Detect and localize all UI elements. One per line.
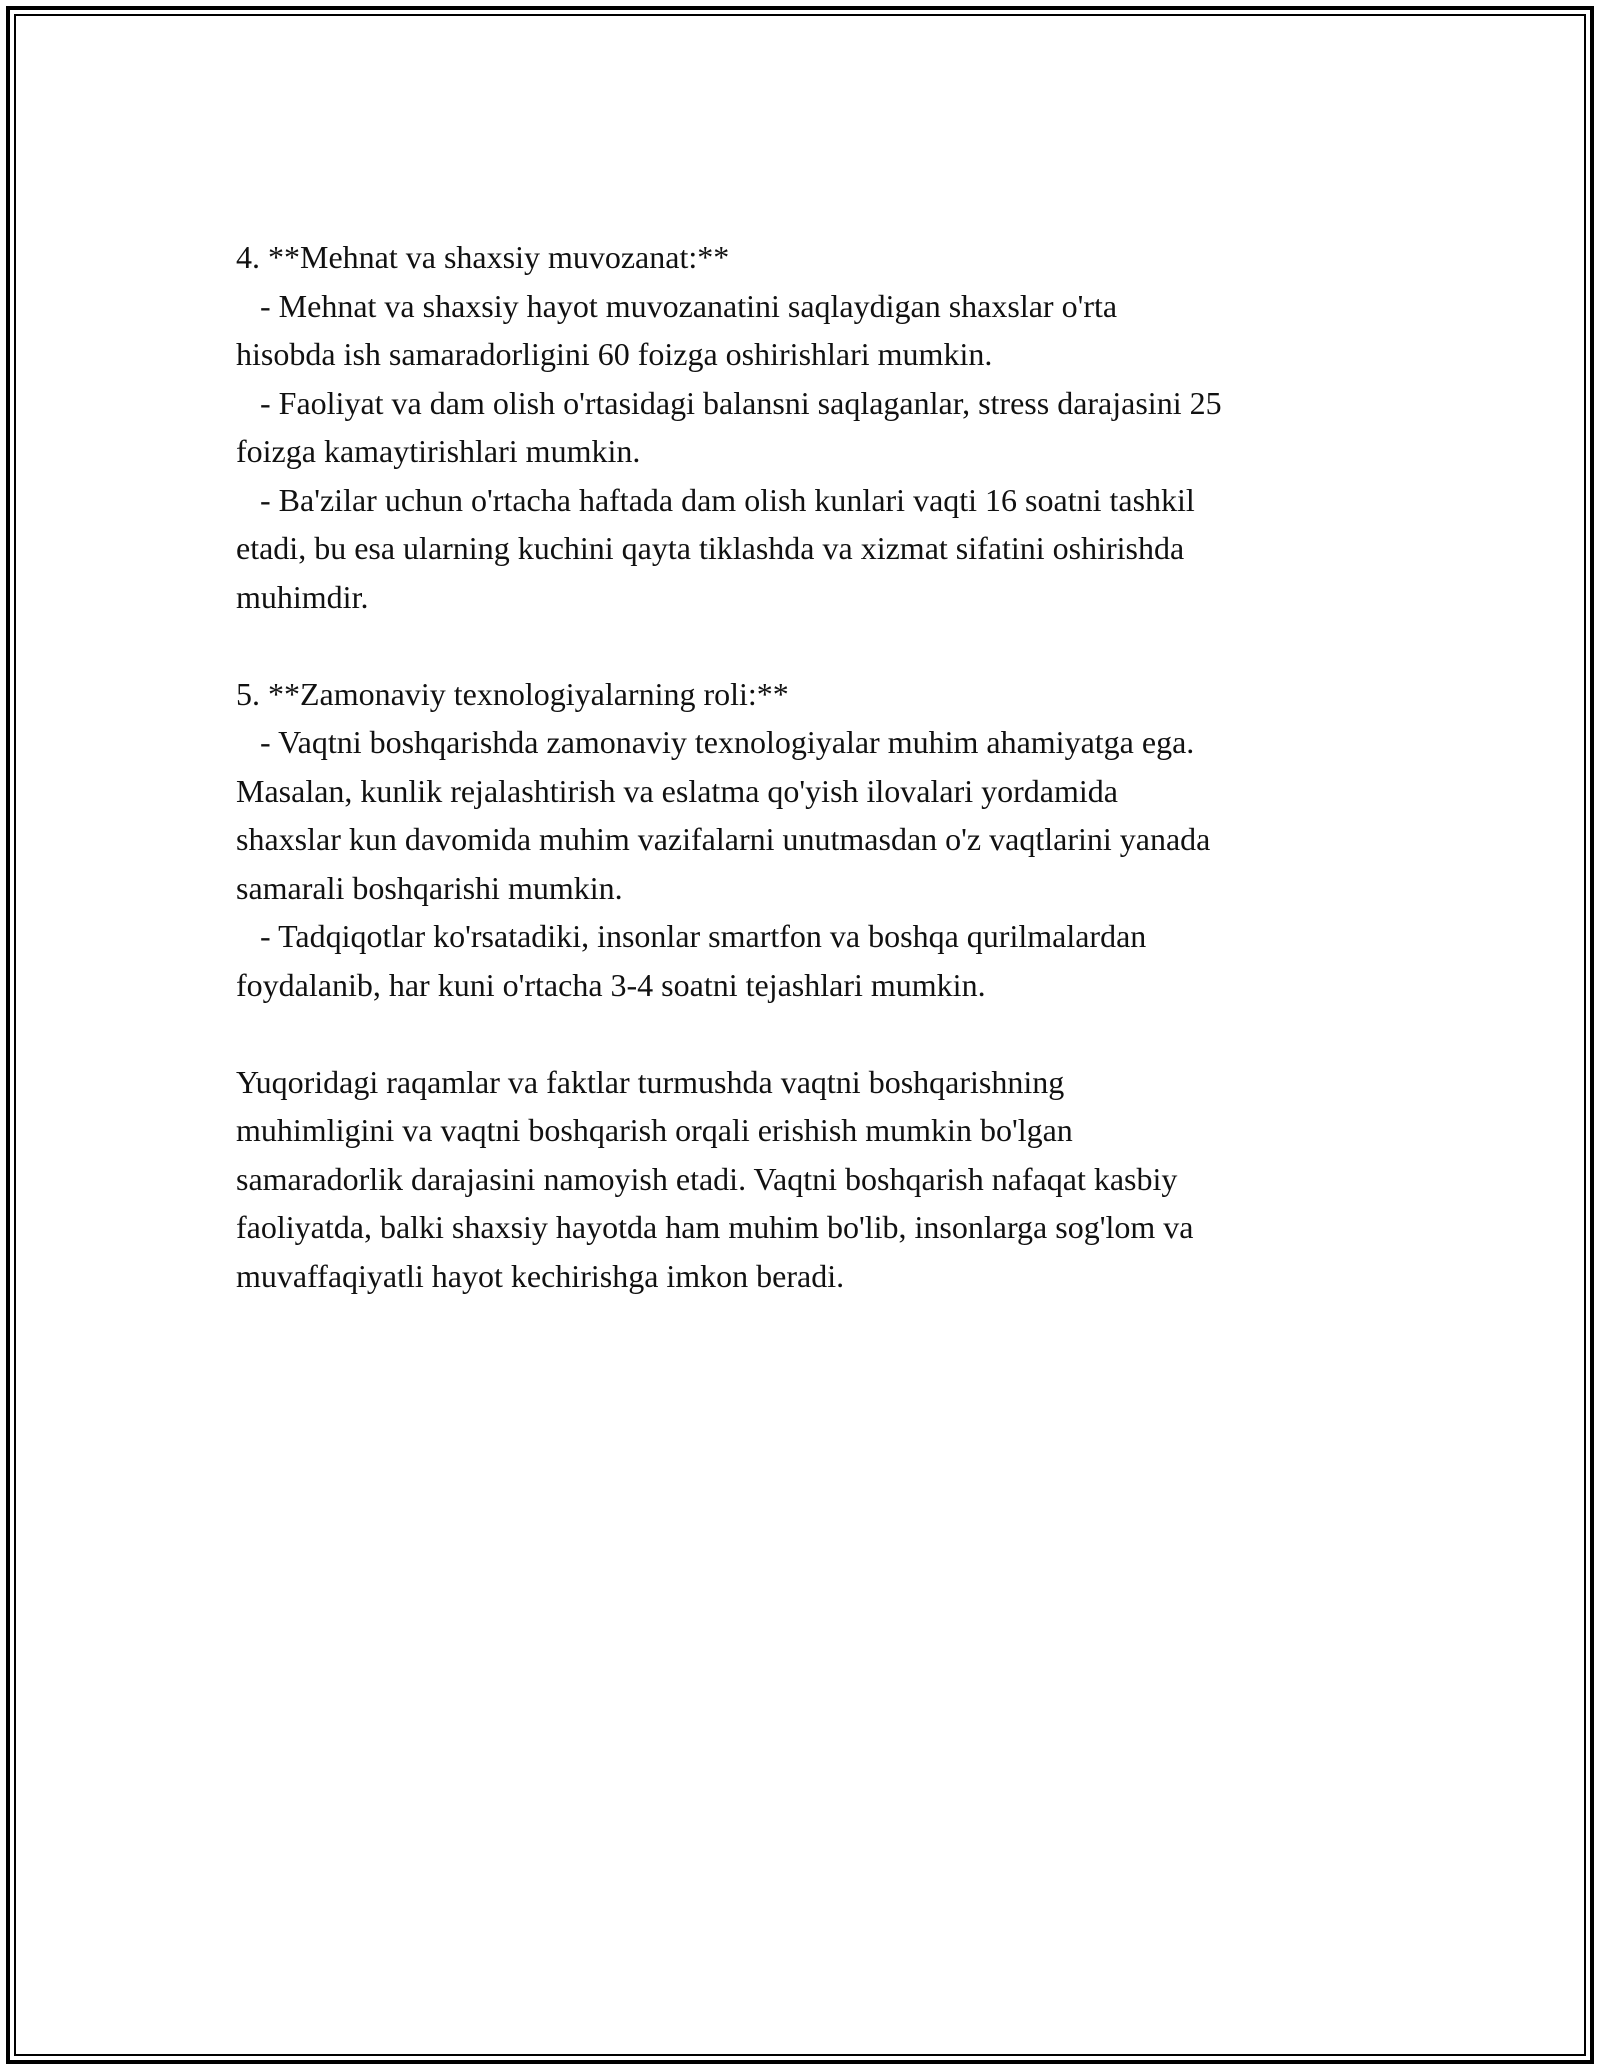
conclusion-paragraph bbox=[236, 1058, 1416, 1301]
paragraph-line: Yuqoridagi raqamlar va faktlar turmushda vaqtni boshqarishning bbox=[236, 1063, 1065, 1100]
section-heading: 5. **Zamonaviy texnologiyalarning roli:** bbox=[236, 675, 789, 712]
paragraph-line: muhimligini va vaqtni boshqarish orqali erishish mumkin bo'lgan bbox=[236, 1112, 1073, 1148]
paragraph-line: faoliyatda, balki shaxsiy hayotda ham muhim bo'lib, insonlarga sog'lom va bbox=[236, 1209, 1194, 1245]
paragraph-line: etadi, bu esa ularning kuchini qayta tiklashda va xizmat sifatini oshirishda bbox=[236, 530, 1185, 566]
paragraph-spacer bbox=[236, 621, 1416, 670]
paragraph-line: Masalan, kunlik rejalashtirish va eslatma qo'yish ilovalari yordamida bbox=[236, 772, 1118, 809]
paragraph-line: foizga kamaytirishlari mumkin. bbox=[236, 433, 641, 469]
section-heading: 4. **Mehnat va shaxsiy muvozanat:** bbox=[236, 239, 730, 275]
paragraph-line: samaradorlik darajasini namoyish etadi. Vaqtni boshqarish nafaqat kasbiy bbox=[236, 1160, 1178, 1197]
paragraph-line: samarali boshqarishi mumkin. bbox=[236, 869, 623, 906]
paragraph-line: muhimdir. bbox=[236, 578, 369, 615]
paragraph-line: muvaffaqiyatli hayot kechirishga imkon beradi. bbox=[236, 1257, 845, 1294]
paragraph-line: - Ba'zilar uchun o'rtacha haftada dam olish kunlari vaqti 16 soatni tashkil bbox=[236, 481, 1195, 518]
document-body bbox=[236, 233, 1416, 1300]
section-modern-technologies bbox=[236, 670, 1416, 1010]
paragraph-line: foydalanib, har kuni o'rtacha 3-4 soatni tejashlari mumkin. bbox=[236, 966, 986, 1003]
paragraph-line: shaxslar kun davomida muhim vazifalarni unutmasdan o'z vaqtlarini yanada bbox=[236, 821, 1211, 857]
paragraph-spacer bbox=[236, 1009, 1416, 1058]
paragraph-line: - Tadqiqotlar ko'rsatadiki, insonlar smartfon va boshqa qurilmalardan bbox=[236, 918, 1147, 954]
paragraph-line: - Vaqtni boshqarishda zamonaviy texnologiyalar muhim ahamiyatga ega. bbox=[236, 724, 1195, 760]
section-work-life-balance bbox=[236, 233, 1416, 621]
paragraph-line: - Faoliyat va dam olish o'rtasidagi balansni saqlaganlar, stress darajasini 25 bbox=[236, 384, 1222, 421]
paragraph-line: hisobda ish samaradorligini 60 foizga oshirishlari mumkin. bbox=[236, 336, 993, 372]
paragraph-line: - Mehnat va shaxsiy hayot muvozanatini saqlaydigan shaxslar o'rta bbox=[236, 287, 1118, 324]
